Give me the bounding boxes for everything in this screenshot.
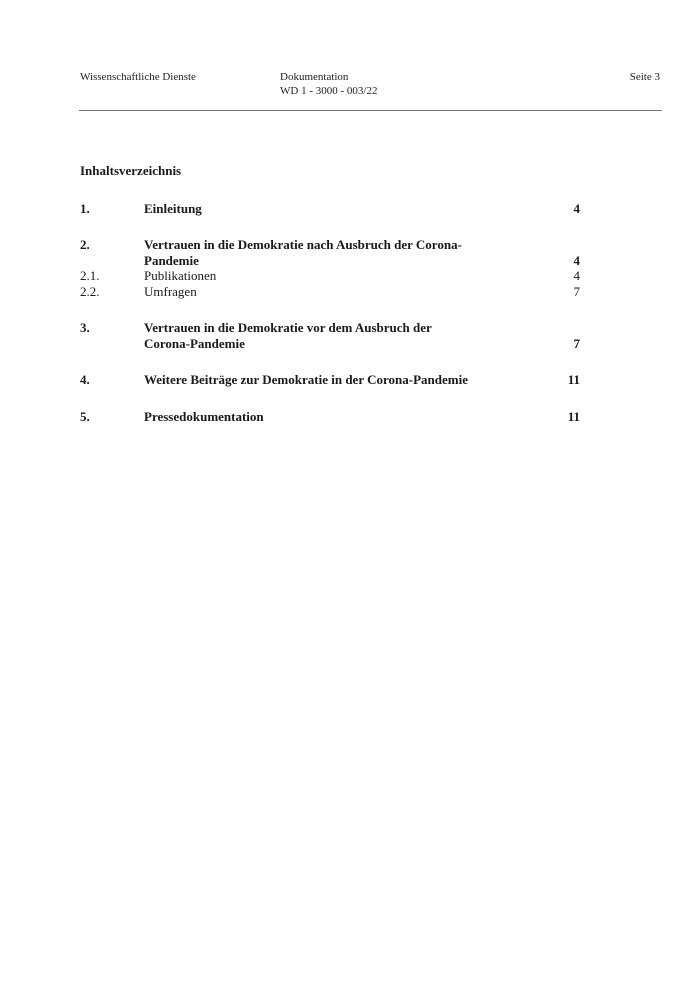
toc-entry-number: 3. (80, 320, 90, 335)
document-info (280, 70, 377, 98)
header-divider (79, 110, 662, 111)
toc-entry-title: Umfragen (144, 284, 197, 299)
toc-entry-page: 4 (573, 253, 580, 268)
toc-entry-title (144, 237, 504, 269)
toc-entry-page: 7 (573, 284, 580, 299)
toc-entry-title-line1: Vertrauen in die Demokratie nach Ausbruch der Corona- (144, 237, 462, 252)
toc-title: Inhaltsverzeichnis (80, 163, 182, 178)
toc-entry-number: 2.1. (80, 268, 100, 283)
toc-entry-title (144, 320, 504, 352)
document-number: WD 1 - 3000 - 003/22 (280, 85, 378, 97)
toc-entry-number: 5. (80, 409, 90, 424)
toc-entry-title: Weitere Beiträge zur Demokratie in der Corona-Pandemie (144, 372, 468, 387)
toc-entry-page: 11 (567, 372, 580, 387)
page-number: Seite 3 (629, 71, 660, 83)
page-header (80, 70, 662, 110)
toc-entry-page: 11 (567, 409, 580, 424)
toc-entry-page: 4 (573, 201, 580, 216)
toc-entry-title: Publikationen (144, 268, 217, 283)
toc-entry-number: 2.2. (80, 284, 100, 299)
toc-entry-title-line1: Vertrauen in die Demokratie vor dem Ausbruch der (144, 320, 432, 335)
toc-entry-title: Pressedokumentation (144, 409, 264, 424)
toc-entry-page: 4 (573, 268, 580, 283)
toc-entry-title-line2: Pandemie (144, 253, 199, 268)
toc-entry-title-line2: Corona-Pandemie (144, 336, 245, 351)
toc-entry-number: 1. (80, 201, 90, 216)
toc-entry-number: 4. (80, 372, 90, 387)
toc-entry-page: 7 (573, 336, 580, 351)
toc-entry-title: Einleitung (144, 201, 202, 216)
toc-entry-number: 2. (80, 237, 90, 252)
document-type: Dokumentation (280, 71, 349, 83)
institution-name: Wissenschaftliche Dienste (80, 71, 196, 83)
